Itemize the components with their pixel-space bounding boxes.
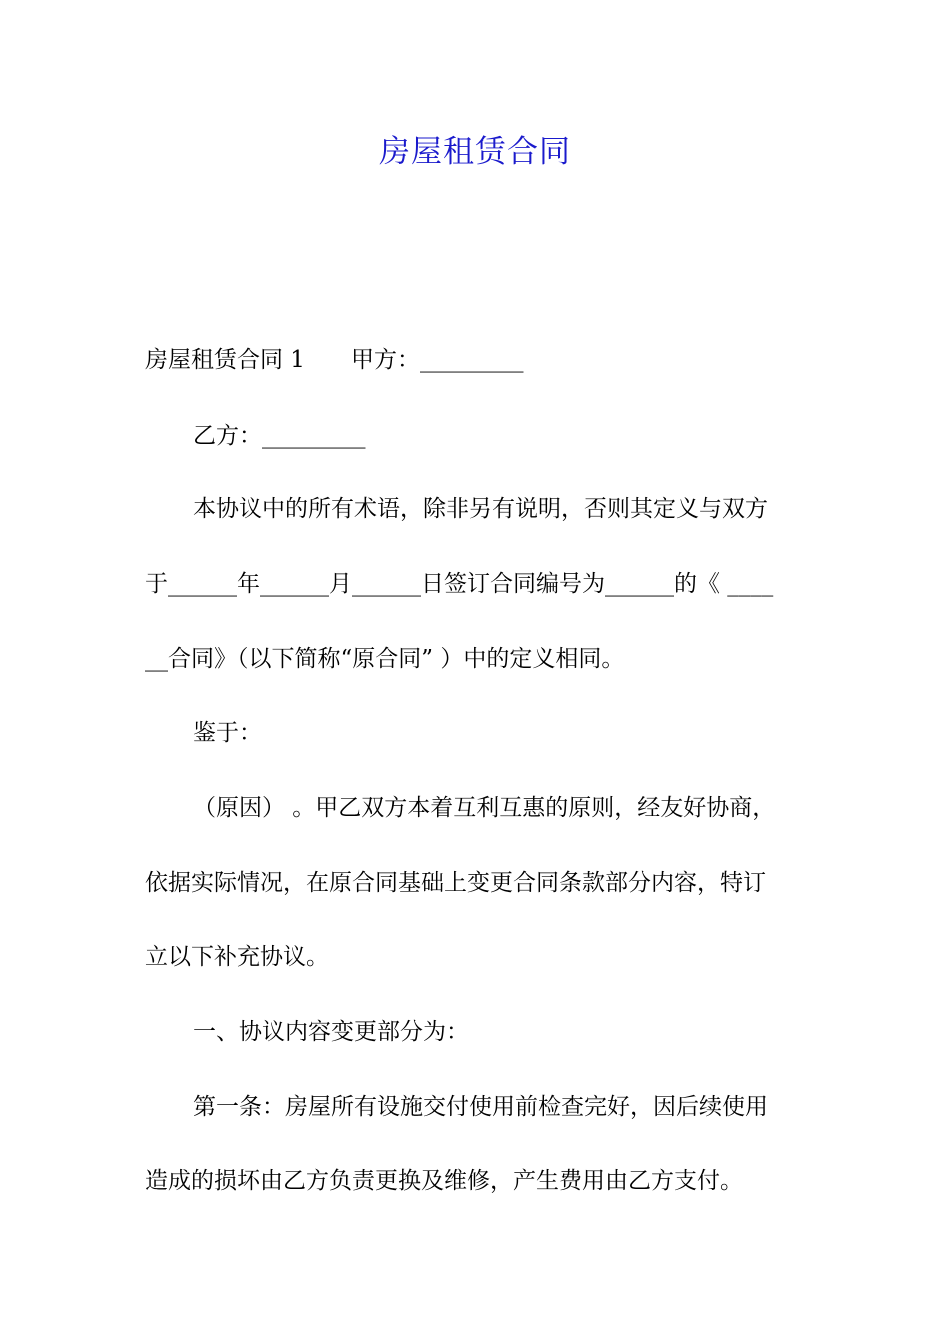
paragraph-line: __合同》（以下简称“原合同” ）中的定义相同。: [145, 646, 625, 672]
paragraph-line: 本协议中的所有术语，除非另有说明，否则其定义与双方: [193, 496, 768, 522]
paragraph-line: 于______年______月______日签订合同编号为______的《 ____: [145, 571, 774, 597]
document-title: 房屋租赁合同: [379, 134, 571, 170]
article-line: 第一条：房屋所有设施交付使用前检查完好，因后续使用: [193, 1094, 768, 1120]
header-line: [145, 341, 810, 379]
whereas-heading: 鉴于：: [193, 720, 262, 746]
section-heading: 一、协议内容变更部分为：: [193, 1019, 469, 1045]
article-line: 造成的损坏由乙方负责更换及维修，产生费用由乙方支付。: [145, 1168, 743, 1194]
party-b-field: 乙方：_________: [193, 423, 366, 449]
paragraph-line: 依据实际情况，在原合同基础上变更合同条款部分内容，特订: [145, 870, 766, 896]
paragraph-line: （原因） 。甲乙双方本着互利互惠的原则，经友好协商，: [193, 795, 776, 821]
contract-name-number: 房屋租赁合同 1: [145, 347, 305, 373]
paragraph-line: 立以下补充协议。: [145, 944, 329, 970]
party-a-field: 甲方：_________: [350, 347, 524, 373]
